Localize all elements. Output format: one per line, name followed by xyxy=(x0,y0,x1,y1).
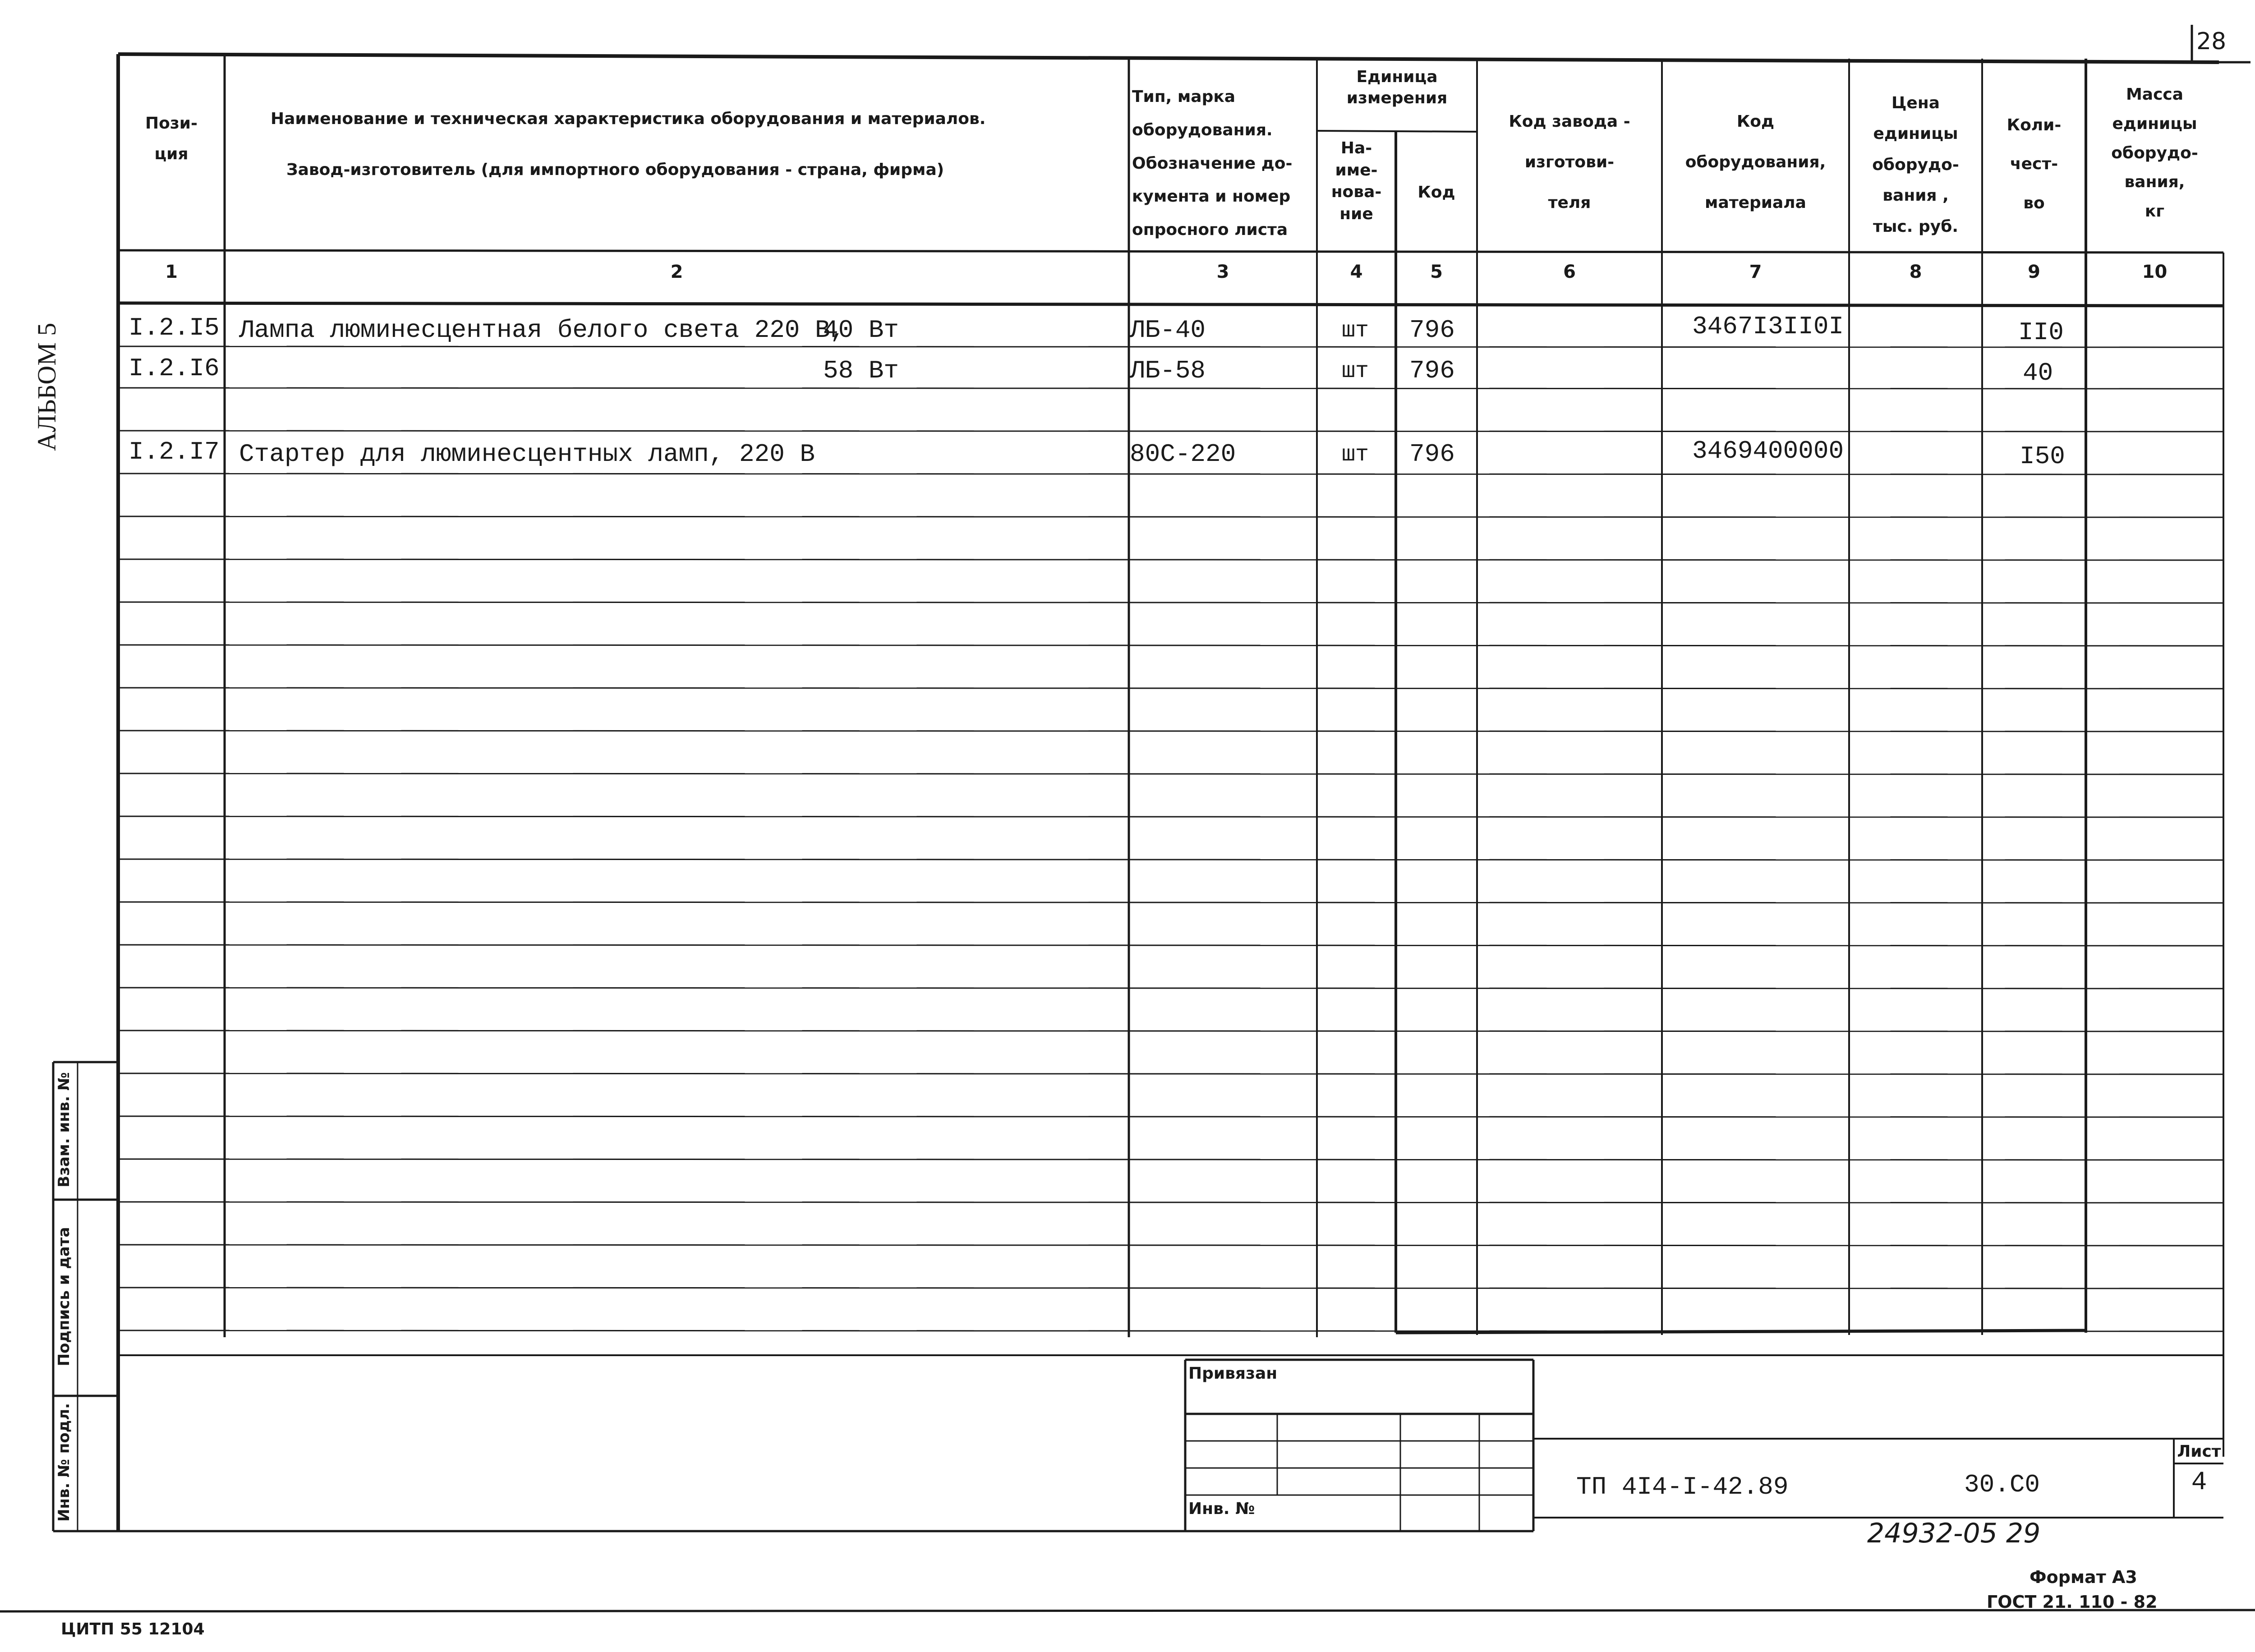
column-number: 1 xyxy=(165,262,178,282)
header-mass: Масса единицы оборудо- вания, кг xyxy=(2111,85,2198,221)
format-label: Формат А3 xyxy=(2030,1567,2137,1587)
row-unit-code: 796 xyxy=(1409,440,1455,469)
publisher-label: ЦИТП 55 12104 xyxy=(61,1620,205,1638)
row-name: Лампа люминесцентная белого света 220 В, xyxy=(239,316,846,345)
row-equipment-code: 3467I3II0I xyxy=(1692,312,1844,341)
row-unit: шт xyxy=(1342,442,1369,468)
row-name: Стартер для люминесцентных ламп, 220 В xyxy=(239,440,815,469)
row-power: 40 Вт xyxy=(823,316,899,345)
album-label: АЛЬБОМ 5 xyxy=(32,322,61,451)
row-position: I.2.I7 xyxy=(129,437,220,466)
header-maker-code: Код завода - изготови- теля xyxy=(1509,112,1630,212)
row-unit: шт xyxy=(1342,318,1369,344)
row-equipment-code: 3469400000 xyxy=(1692,437,1844,465)
column-number: 8 xyxy=(1909,262,1922,282)
column-number: 2 xyxy=(670,262,683,282)
column-number: 10 xyxy=(2142,262,2168,282)
row-position: I.2.I5 xyxy=(129,313,220,342)
row-quantity: II0 xyxy=(2018,318,2064,347)
row-position: I.2.I6 xyxy=(129,354,220,383)
header-position: Пози- ция xyxy=(145,114,198,164)
column-number: 6 xyxy=(1563,262,1576,282)
sheet-corner-number: 28 xyxy=(2196,28,2227,55)
row-unit: шт xyxy=(1342,359,1369,384)
row-unit-code: 796 xyxy=(1409,316,1455,345)
header-quantity: Коли- чест- во xyxy=(2006,116,2062,212)
column-number: 3 xyxy=(1216,262,1229,282)
header-unit-name: На- име- нова- ние xyxy=(1331,139,1382,223)
row-unit-code: 796 xyxy=(1409,356,1455,385)
column-number: 9 xyxy=(2028,262,2040,282)
stamp-inv-no: Инв. № xyxy=(1188,1500,1255,1518)
sheet-label: Лист xyxy=(2177,1442,2221,1461)
row-type: ЛБ-58 xyxy=(1130,356,1206,385)
row-power: 58 Вт xyxy=(823,356,899,385)
margin-label-vzam: Взам. инв. № xyxy=(55,1072,73,1187)
column-number: 7 xyxy=(1749,262,1762,282)
header-unit-group: Единица измерения xyxy=(1346,68,1448,107)
row-quantity: 40 xyxy=(2023,359,2053,387)
header-type: Тип, марка оборудования. Обозначение до- кумента и номер опросного листа xyxy=(1132,87,1293,239)
handwritten-archive-number: 24932-05 29 xyxy=(1867,1518,2041,1549)
header-name-line2: Завод-изготовитель (для импортного оборудования - страна, фирма) xyxy=(286,161,944,179)
header-name-line1: Наименование и техническая характеристика оборудования и материалов. xyxy=(271,110,986,128)
row-type: ЛБ-40 xyxy=(1130,316,1206,345)
margin-label-signature: Подпись и дата xyxy=(55,1227,73,1367)
header-price: Цена единицы оборудо- вания , тыс. руб. xyxy=(1872,94,1959,236)
header-unit-code: Код xyxy=(1417,183,1455,202)
margin-label-inv-original: Инв. № подл. xyxy=(55,1403,73,1522)
row-quantity: I50 xyxy=(2020,442,2065,471)
stamp-privyazan: Привязан xyxy=(1188,1364,1278,1383)
gost-label: ГОСТ 21. 110 - 82 xyxy=(1987,1592,2158,1612)
column-number: 5 xyxy=(1430,262,1443,282)
column-number: 4 xyxy=(1350,262,1363,282)
document-designation: ТП 4I4-I-42.89 xyxy=(1576,1473,1789,1501)
document-code: 30.С0 xyxy=(1964,1470,2040,1499)
row-type: 80С-220 xyxy=(1130,440,1236,469)
header-equipment-code: Код оборудования, материала xyxy=(1685,112,1826,212)
sheet-number: 4 xyxy=(2191,1468,2207,1497)
